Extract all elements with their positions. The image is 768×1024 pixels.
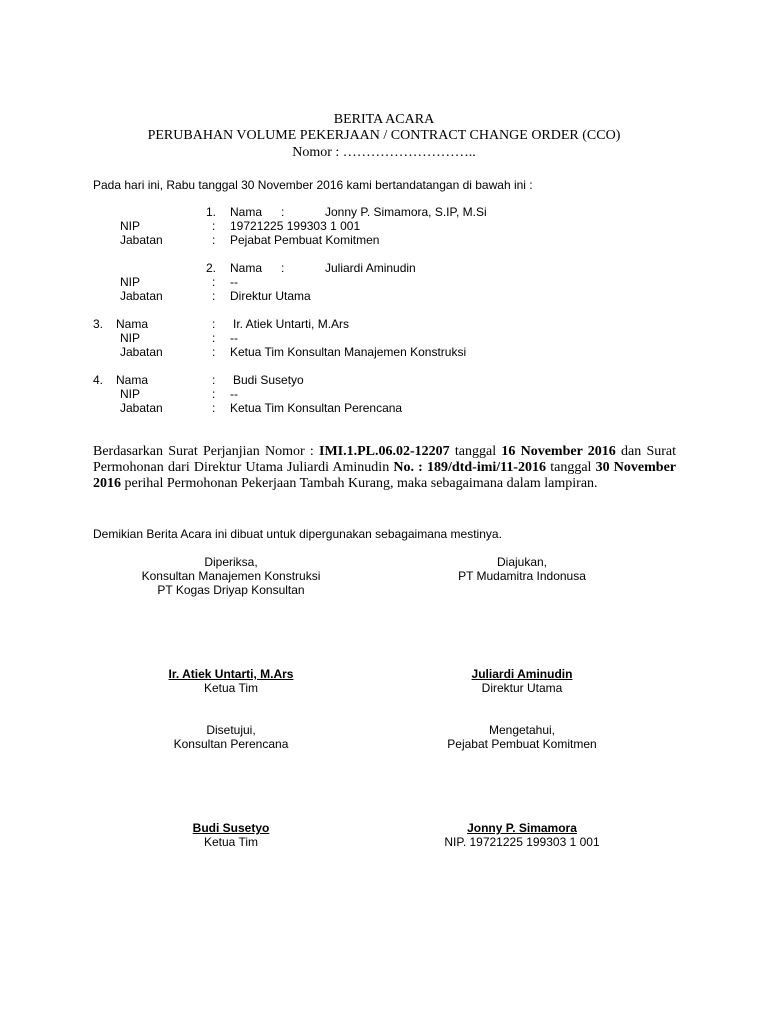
- jabatan-label: Jabatan: [120, 401, 163, 415]
- nip-value: --: [230, 275, 238, 289]
- nip-label: NIP: [120, 387, 141, 401]
- body-text: tanggal: [449, 444, 502, 459]
- request-number: No. : 189/dtd-imi/11-2016: [393, 460, 547, 475]
- nip-label: NIP: [120, 331, 141, 345]
- party-number: 3.: [93, 317, 104, 331]
- jabatan-colon: :: [212, 345, 216, 359]
- jabatan-label: Jabatan: [120, 345, 163, 359]
- sig-company: PT Kogas Driyap Konsultan: [157, 583, 305, 597]
- document-title: BERITA ACARA: [333, 112, 435, 127]
- body-text: dan Surat Permohonan dari Direktur Utama Juliardi Aminudin: [93, 444, 677, 475]
- signatory-name: Juliardi Aminudin: [471, 667, 573, 681]
- jabatan-colon: :: [212, 401, 216, 415]
- jabatan-value: Ketua Tim Konsultan Perencana: [230, 401, 403, 415]
- signature-left-bottom: [81, 723, 381, 751]
- signatory-name: Jonny P. Simamora: [467, 821, 577, 835]
- nama-label: Nama: [230, 261, 263, 275]
- jabatan-label: Jabatan: [120, 233, 163, 247]
- body-text: perihal Permohonan Pekerjaan Tambah Kurang, maka sebagaimana dalam lampiran.: [121, 476, 598, 491]
- nama-label: Nama: [116, 373, 149, 387]
- signatory-right-top: [372, 667, 672, 695]
- nip-label: NIP: [120, 275, 141, 289]
- signatory-right-bottom: [372, 821, 672, 849]
- signatory-role: Ketua Tim: [203, 681, 259, 695]
- signatory-left-top: [81, 667, 381, 695]
- nip-colon: :: [212, 331, 216, 345]
- closing-text: Demikian Berita Acara ini dibuat untuk dipergunakan sebagaimana mestinya.: [93, 527, 502, 541]
- nip-colon: :: [212, 219, 216, 233]
- party-name: Budi Susetyo: [233, 373, 304, 387]
- nip-colon: :: [212, 387, 216, 401]
- sig-action: Mengetahui,: [488, 723, 556, 737]
- jabatan-colon: :: [212, 233, 216, 247]
- nama-colon: :: [212, 373, 216, 387]
- intro-text: Pada hari ini, Rabu tanggal 30 November 2016 kami bertandatangan di bawah ini :: [93, 178, 533, 192]
- signatory-name: Budi Susetyo: [192, 821, 270, 835]
- sig-organization: Konsultan Perencana: [173, 737, 289, 751]
- sig-action: Diperiksa,: [204, 555, 258, 569]
- body-text: Berdasarkan Surat Perjanjian Nomor :: [93, 444, 319, 459]
- signature-right-top: [372, 555, 672, 583]
- body-paragraph: [93, 444, 676, 492]
- nip-value: --: [230, 387, 238, 401]
- jabatan-value: Ketua Tim Konsultan Manajemen Konstruksi: [230, 345, 467, 359]
- signature-right-bottom: [372, 723, 672, 751]
- party-name: Juliardi Aminudin: [325, 261, 416, 275]
- nip-value: --: [230, 331, 238, 345]
- nip-colon: :: [212, 275, 216, 289]
- nama-colon: :: [212, 317, 216, 331]
- jabatan-value: Pejabat Pembuat Komitmen: [230, 233, 380, 247]
- agreement-date: 16 November 2016: [501, 444, 616, 459]
- agreement-number: IMI.1.PL.06.02-12207: [319, 444, 450, 459]
- jabatan-value: Direktur Utama: [230, 289, 311, 303]
- document-number: Nomor : ………………………..: [292, 145, 476, 160]
- signatory-name: Ir. Atiek Untarti, M.Ars: [168, 667, 294, 681]
- jabatan-colon: :: [212, 289, 216, 303]
- nama-colon: :: [281, 261, 285, 275]
- jabatan-label: Jabatan: [120, 289, 163, 303]
- sig-organization: Pejabat Pembuat Komitmen: [447, 737, 597, 751]
- nama-label: Nama: [116, 317, 149, 331]
- party-number: 4.: [93, 373, 104, 387]
- body-text: tanggal: [546, 460, 596, 475]
- signature-left-top: [81, 555, 381, 597]
- signatory-role: Ketua Tim: [203, 835, 259, 849]
- sig-organization: Konsultan Manajemen Konstruksi: [141, 569, 321, 583]
- party-number: 2.: [206, 261, 217, 275]
- signatory-role: NIP. 19721225 199303 1 001: [444, 835, 600, 849]
- nama-colon: :: [281, 205, 285, 219]
- nama-label: Nama: [230, 205, 263, 219]
- document-subtitle: PERUBAHAN VOLUME PEKERJAAN / CONTRACT CHANGE ORDER (CCO): [147, 128, 621, 143]
- sig-action: Diajukan,: [496, 555, 548, 569]
- nip-label: NIP: [120, 219, 141, 233]
- sig-action: Disetujui,: [206, 723, 256, 737]
- signatory-left-bottom: [81, 821, 381, 849]
- nip-value: 19721225 199303 1 001: [230, 219, 361, 233]
- party-name: Ir. Atiek Untarti, M.Ars: [233, 317, 350, 331]
- party-name: Jonny P. Simamora, S.IP, M.Si: [325, 205, 487, 219]
- request-date: 30 November 2016: [93, 460, 677, 491]
- sig-company: PT Mudamitra Indonusa: [458, 569, 586, 583]
- party-number: 1.: [206, 205, 217, 219]
- signatory-role: Direktur Utama: [481, 681, 563, 695]
